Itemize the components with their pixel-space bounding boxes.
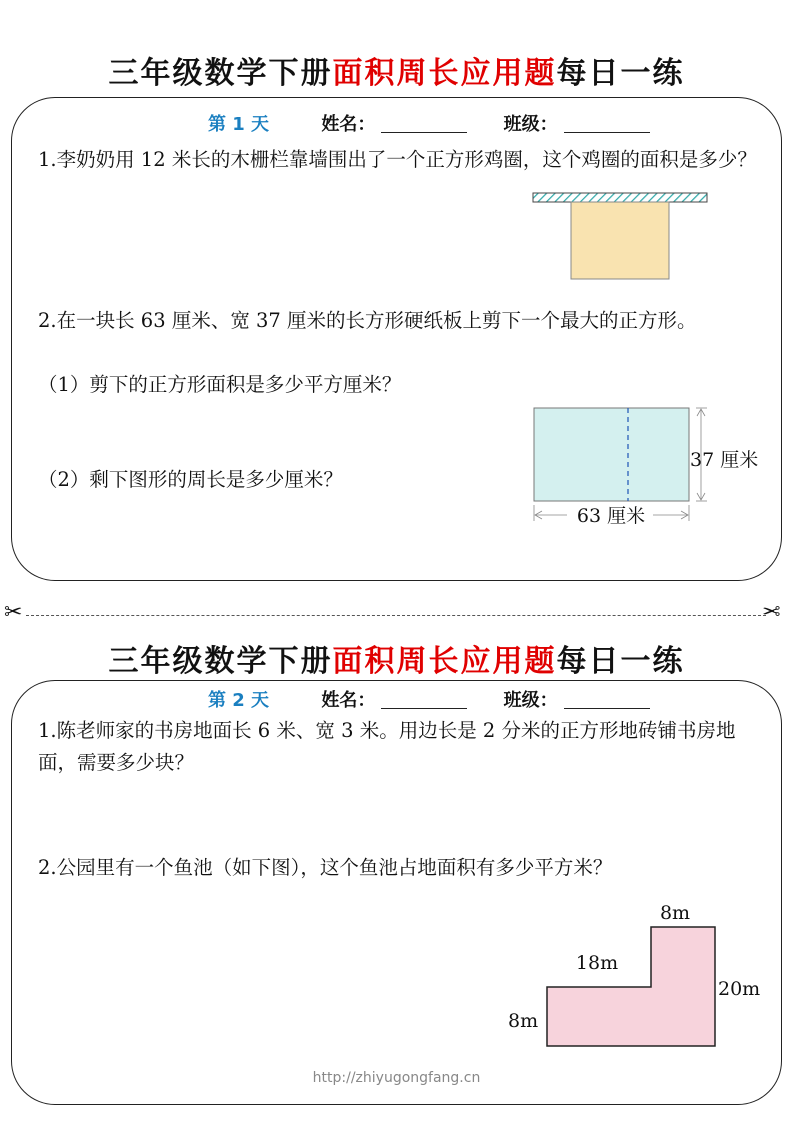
wall-shape bbox=[533, 193, 707, 202]
name-label: 姓名： bbox=[321, 114, 376, 135]
day2-question-1: 1.陈老师家的书房地面长 6 米、宽 3 米。用边长是 2 分米的正方形地砖铺书房地面，需要多少块？ bbox=[38, 719, 736, 774]
cut-dashed-line bbox=[26, 615, 766, 616]
name-blank[interactable] bbox=[381, 116, 467, 133]
day1-header bbox=[208, 110, 650, 136]
fish-pond-shape bbox=[547, 927, 715, 1046]
day1-question-2-part2: （2）剩下图形的周长是多少厘米？ bbox=[38, 468, 343, 491]
label-left-upper: 18m bbox=[575, 952, 619, 974]
label-left-lower: 8m bbox=[508, 1010, 539, 1032]
worksheet-title-day1 bbox=[0, 48, 793, 92]
cardboard-rect bbox=[534, 408, 689, 501]
cardboard-diagram bbox=[525, 400, 775, 535]
day2-question-2: 2.公园里有一个鱼池（如下图），这个鱼池占地面积有多少平方米？ bbox=[38, 856, 613, 879]
name-label: 姓名： bbox=[321, 690, 376, 711]
fence-diagram bbox=[520, 185, 720, 285]
class-label: 班级： bbox=[503, 114, 558, 135]
class-blank[interactable] bbox=[564, 692, 650, 709]
fish-pond-diagram bbox=[500, 895, 770, 1055]
day2-header bbox=[208, 686, 650, 712]
title-part1: 三年级数学下册 bbox=[108, 56, 333, 91]
height-label: 37 厘米 bbox=[690, 449, 759, 471]
title-part1: 三年级数学下册 bbox=[108, 644, 333, 679]
day1-question-1: 1.李奶奶用 12 米长的木栅栏靠墙围出了一个正方形鸡圈，这个鸡圈的面积是多少？ bbox=[38, 148, 757, 171]
label-right: 20m bbox=[718, 978, 761, 1000]
day-label: 第 1 天 bbox=[208, 114, 270, 135]
label-top: 8m bbox=[659, 902, 691, 924]
class-label: 班级： bbox=[503, 690, 558, 711]
footer-url: http://zhiyugongfang.cn bbox=[312, 1070, 481, 1086]
chicken-pen-square bbox=[571, 202, 669, 279]
title-part2: 每日一练 bbox=[556, 644, 685, 679]
width-label: 63 厘米 bbox=[576, 505, 646, 527]
class-blank[interactable] bbox=[564, 116, 650, 133]
title-highlight: 面积周长应用题 bbox=[332, 644, 557, 679]
title-part2: 每日一练 bbox=[556, 56, 685, 91]
scissors-icon-left: ✂ bbox=[4, 600, 23, 625]
title-highlight: 面积周长应用题 bbox=[332, 56, 557, 91]
day1-question-2: 2.在一块长 63 厘米、宽 37 厘米的长方形硬纸板上剪下一个最大的正方形。 bbox=[38, 309, 697, 332]
worksheet-title-day2 bbox=[0, 636, 793, 680]
day-label: 第 2 天 bbox=[208, 690, 270, 711]
scissors-icon-right: ✂ bbox=[762, 600, 781, 625]
name-blank[interactable] bbox=[381, 692, 467, 709]
day1-question-2-part1: （1）剪下的正方形面积是多少平方厘米？ bbox=[38, 373, 402, 396]
